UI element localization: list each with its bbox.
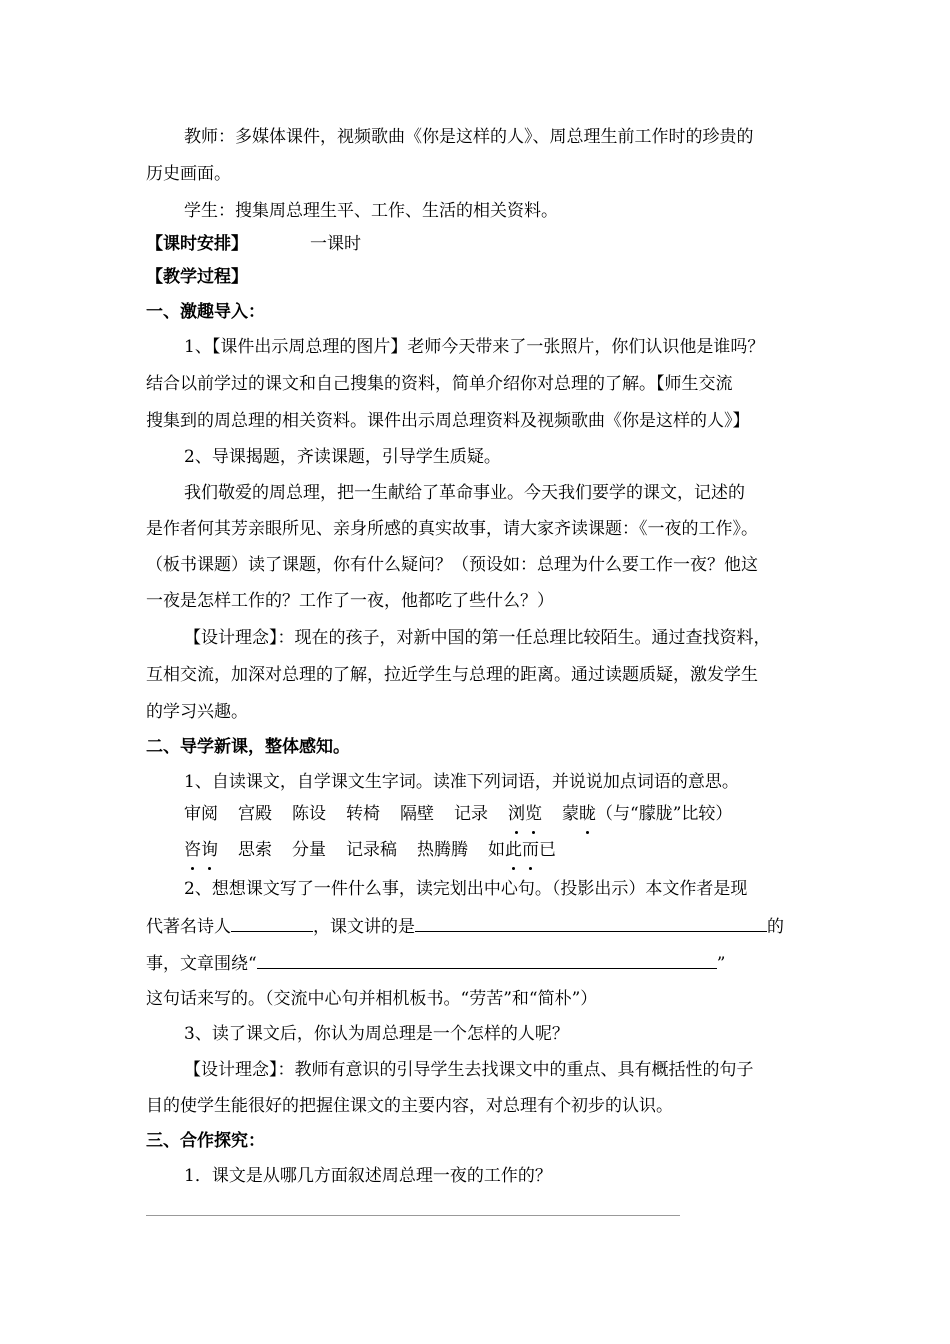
s3-paragraph-1: 1．课文是从哪几方面叙述周总理一夜的工作的？	[184, 1166, 552, 1186]
dotted-char: 览	[525, 804, 542, 824]
blank-suffix: ”	[716, 954, 726, 974]
section-3-heading: 三、合作探究：	[146, 1131, 265, 1151]
s1-paragraph-3-line-1: 我们敬爱的周总理，把一生献给了革命事业。今天我们要学的课文，记述的	[184, 483, 745, 503]
dotted-char: 此	[505, 840, 522, 860]
vocab-word-dotted	[562, 804, 596, 824]
s2-paragraph-2-line-4: 这句话来写的。（交流中心句并相机板书。“劳苦”和“简朴”）	[146, 989, 598, 1009]
event-blank	[415, 913, 767, 932]
blank-prefix: 代著名诗人	[146, 917, 231, 937]
prep-student-line: 学生：搜集周总理生平、工作、生活的相关资料。	[184, 201, 558, 221]
s2-paragraph-3: 3、读了课文后，你认为周总理是一个怎样的人呢？	[184, 1024, 569, 1044]
s2-paragraph-2-line-2	[146, 913, 784, 939]
s1-design-note-line-1: 【设计理念】：现在的孩子，对新中国的第一任总理比较陌生。通过查找资料，	[184, 628, 771, 648]
s2-design-note-line-1: 【设计理念】：教师有意识的引导学生去找课文中的重点、具有概括性的句子	[184, 1060, 754, 1080]
vocab-note: （与“朦胧”比较）	[596, 804, 733, 824]
vocab-char: 如	[488, 840, 505, 860]
dotted-char: 咨	[184, 840, 201, 860]
s2-design-note-line-2: 目的使学生能很好的把握住课文的主要内容，对总理有个初步的认识。	[146, 1096, 673, 1116]
vocab-word: 记录	[454, 804, 488, 824]
dotted-char: 而	[522, 840, 539, 860]
dotted-char: 询	[201, 840, 218, 860]
vocab-word: 记录稿	[346, 840, 397, 860]
s1-paragraph-1-line-2: 结合以前学过的课文和自己搜集的资料，简单介绍你对总理的了解。【师生交流	[146, 374, 733, 394]
vocab-char: 已	[539, 840, 556, 860]
vocab-row-2	[184, 838, 556, 862]
vocab-word-dotted	[488, 840, 556, 860]
s1-paragraph-1-line-3: 搜集到的周总理的相关资料。课件出示周总理资料及视频歌曲《你是这样的人》】	[146, 411, 750, 431]
schedule-row	[146, 232, 361, 256]
dotted-char: 眬	[579, 804, 596, 824]
prep-teacher-line-2: 历史画面。	[146, 164, 231, 184]
blank-prefix: 事，文章围绕“	[146, 954, 257, 974]
central-sentence-blank	[257, 950, 717, 969]
vocab-word: 热腾腾	[417, 840, 468, 860]
s1-paragraph-3-line-3: （板书课题）读了课题，你有什么疑问？（预设如：总理为什么要工作一夜？他这	[146, 555, 758, 575]
vocab-word: 陈设	[292, 804, 326, 824]
blank-middle: ，课文讲的是	[313, 917, 415, 937]
s1-paragraph-3-line-2: 是作者何其芳亲眼所见、亲身所感的真实故事，请大家齐读课题：《一夜的工作》。	[146, 519, 758, 539]
vocab-word: 隔壁	[400, 804, 434, 824]
vocab-word: 思索	[238, 840, 272, 860]
vocab-word: 宫殿	[238, 804, 272, 824]
poet-blank	[231, 913, 313, 932]
process-heading: 【教学过程】	[146, 267, 248, 287]
prep-teacher-line-1: 教师：多媒体课件，视频歌曲《你是这样的人》、周总理生前工作时的珍贵的	[184, 127, 754, 147]
s2-paragraph-1: 1、自读课文，自学课文生字词。读准下列词语，并说说加点词语的意思。	[184, 772, 739, 792]
s1-design-note-line-2: 互相交流，加深对总理的了解，拉近学生与总理的距离。通过读题质疑，激发学生	[146, 665, 758, 685]
section-2-heading: 二、导学新课，整体感知。	[146, 737, 350, 757]
vocab-word: 转椅	[346, 804, 380, 824]
vocab-char: 蒙	[562, 804, 579, 824]
s2-paragraph-2-line-1: 2、想想课文写了一件什么事，读完划出中心句。（投影出示）本文作者是现	[184, 879, 748, 899]
vocab-word: 分量	[292, 840, 326, 860]
s2-paragraph-2-line-3	[146, 950, 725, 976]
vocab-word-dotted	[508, 804, 542, 824]
s1-paragraph-3-line-4: 一夜是怎样工作的？工作了一夜，他都吃了些什么？）	[146, 591, 554, 611]
schedule-label: 【课时安排】	[146, 234, 248, 254]
vocab-row-1	[184, 802, 732, 826]
blank-suffix: 的	[767, 917, 784, 937]
section-1-heading: 一、激趣导入：	[146, 302, 265, 322]
vocab-word: 审阅	[184, 804, 218, 824]
s1-design-note-line-3: 的学习兴趣。	[146, 702, 248, 722]
schedule-value: 一课时	[310, 234, 361, 254]
footer-divider	[146, 1215, 680, 1216]
s1-paragraph-2: 2、导课揭题，齐读课题，引导学生质疑。	[184, 447, 501, 467]
vocab-word-dotted	[184, 840, 218, 860]
s1-paragraph-1-line-1: 1、【课件出示周总理的图片】老师今天带来了一张照片，你们认识他是谁吗？	[184, 337, 765, 357]
dotted-char: 浏	[508, 804, 525, 824]
